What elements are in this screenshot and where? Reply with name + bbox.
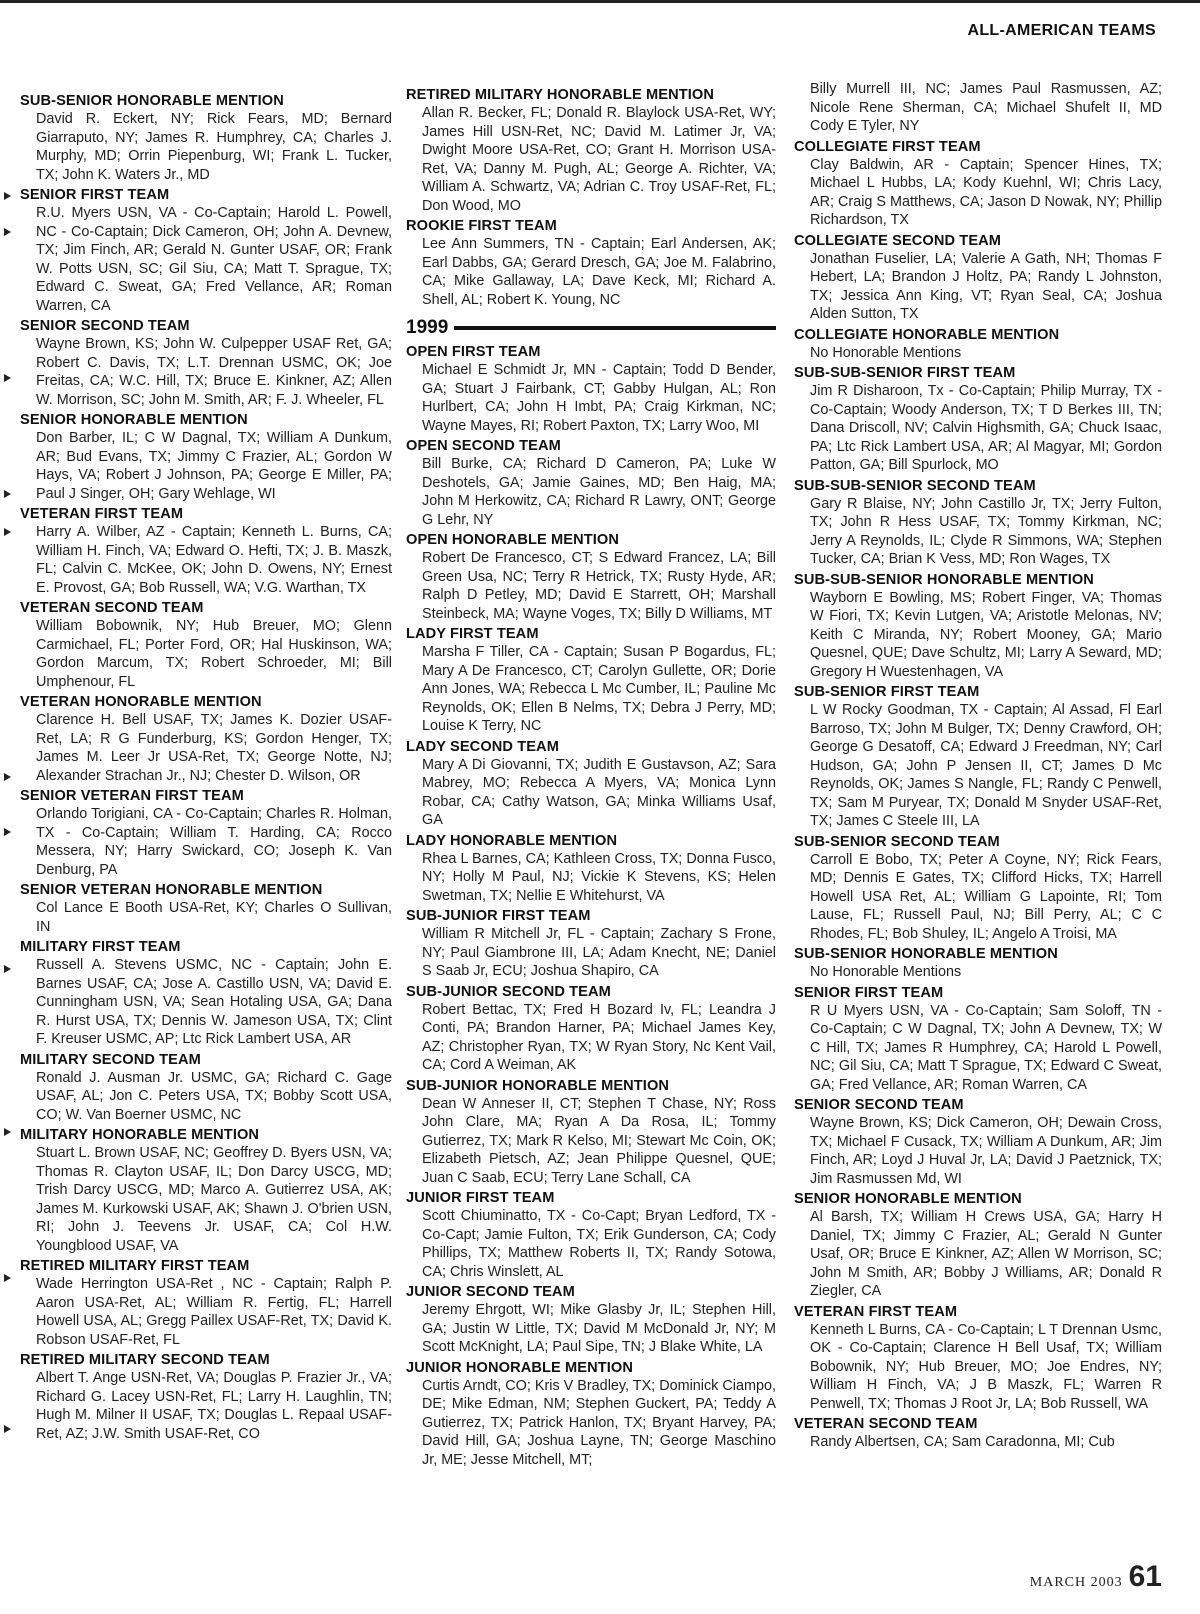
team-heading: COLLEGIATE SECOND TEAM bbox=[794, 232, 1002, 249]
team-roster: Kenneth L Burns, CA - Co-Captain; L T Drennan Usmc, OK - Co-Captain; Clarence H Bell Usaf, TX; William Bobownik, NY; Hub Breuer, MO; Joe Endres, NY; William H Finch, VA; J B Maszk, FL; Warren R Penwell, TX; Thomas J Root Jr, LA; Bob Russell, WA bbox=[810, 1321, 1162, 1412]
year-label: 1999 bbox=[406, 317, 449, 338]
team-roster: David R. Eckert, NY; Rick Fears, MD; Bernard Giarraputo, NY; James R. Humphrey, CA; Charles J. Murphy, MD; Orrin Piepenburg, WI; Frank L. Tucker, TX; John K. Waters Jr., MD bbox=[36, 111, 392, 183]
team-heading: SUB-SENIOR HONORABLE MENTION bbox=[20, 93, 284, 109]
page-footer bbox=[1030, 1560, 1162, 1594]
team-roster: Jeremy Ehrgott, WI; Mike Glasby Jr, IL; Stephen Hill, GA; Justin W Little, TX; David M McDonald Jr, NY; M Scott McKnight, LA; Paul Sipe, TN; J Blake White, LA bbox=[422, 1302, 776, 1355]
team-roster: Ronald J. Ausman Jr. USMC, GA; Richard C. Gage USAF, AL; Jon C. Peters USA, TX; Bobby Scott USA, CO; W. Van Boerner USMC, NC bbox=[36, 1069, 392, 1123]
team-section bbox=[406, 1077, 776, 1188]
team-heading: LADY FIRST TEAM bbox=[406, 626, 539, 642]
team-roster: R.U. Myers USN, VA - Co-Captain; Harold L. Powell, NC - Co-Captain; Dick Cameron, OH; John A. Devnew, TX; Jim Finch, AR; Gerald N. Gunter USAF, OR; Frank W. Potts USN, SC; Gil Siu, CA; Matt T. Sprague, TX; Edward C. Sweat, GA; Fred Vellance, AR; Roman Warren, CA bbox=[36, 205, 392, 314]
team-section bbox=[20, 411, 392, 503]
team-roster: Wayne Brown, KS; Dick Cameron, OH; Dewain Cross, TX; Michael F Cusack, TX; William A Dunkum, AR; Jim Finch, AR; Loyd J Huval Jr, LA; David J Paetznick, TX; Jim Rasmussen Md, WI bbox=[810, 1115, 1162, 1187]
team-heading: SENIOR HONORABLE MENTION bbox=[20, 412, 248, 428]
team-roster: Jonathan Fuselier, LA; Valerie A Gath, NH; Thomas F Hebert, LA; Brandon J Holtz, PA; Randy L Johnston, TX; Jessica Ann King, VT; Ryan Seal, CA; Joshua Alden Sutton, TX bbox=[810, 250, 1162, 322]
team-roster: Dean W Anneser II, CT; Stephen T Chase, NY; Ross John Clare, MA; Ryan A Da Rosa, IL; Tommy Gutierrez, TX; Mark R Kelso, MI; Stewart Mc Coin, OK; Elizabeth Pietsch, AZ; Jean Philippe Quesnel, QUE; Juan C Saab, ECU; Terry Lane Schall, CA bbox=[422, 1095, 776, 1186]
team-section bbox=[406, 832, 776, 906]
team-roster: Al Barsh, TX; William H Crews USA, GA; Harry H Daniel, TX; Jimmy C Frazier, AL; Gerald N Gunter Usaf, OR; Bruce E Kinkner, AZ; Allen W Morrison, SC; John M Smith, AR; Bobby J Williams, AR; Donald R Ziegler, CA bbox=[810, 1209, 1162, 1299]
team-roster: Harry A. Wilber, AZ - Captain; Kenneth L. Burns, CA; William H. Finch, VA; Edward O. Hefti, TX; J. B. Maszk, FL; Calvin C. McKee, OK; John D. Owens, NY; Ernest E. Provost, GA; Bob Russell, WA; V.G. Warthan, TX bbox=[36, 524, 392, 596]
team-roster: Bill Burke, CA; Richard D Cameron, PA; Luke W Deshotels, GA; Jamie Gaines, MD; Ben Haig, MA; John M Herkowitz, CA; Richard R Lawry, ONT; George G Lehr, NY bbox=[422, 456, 776, 528]
team-heading: MILITARY SECOND TEAM bbox=[20, 1051, 201, 1068]
margin-mark bbox=[4, 1128, 11, 1136]
margin-mark bbox=[4, 192, 11, 200]
margin-mark bbox=[4, 374, 11, 382]
team-heading: RETIRED MILITARY FIRST TEAM bbox=[20, 1258, 250, 1274]
margin-mark bbox=[4, 1274, 11, 1282]
team-section bbox=[20, 1257, 392, 1349]
team-section bbox=[794, 683, 1162, 831]
team-roster: Scott Chiuminatto, TX - Co-Capt; Bryan Ledford, TX - Co-Capt; Jamie Fulton, TX; Erik Gunderson, CA; Cody Phillips, TX; Matthew Roberts II, TX; Randy Sotowa, CA; Chris Winslett, AL bbox=[422, 1208, 776, 1280]
team-section bbox=[406, 625, 776, 736]
team-heading: SUB-SUB-SENIOR FIRST TEAM bbox=[794, 365, 1016, 381]
team-section bbox=[794, 477, 1162, 569]
team-roster: Clarence H. Bell USAF, TX; James K. Dozier USAF-Ret, LA; R G Funderburg, KS; Gordon Henger, TX; James M. Leer Jr USA-Ret, TX; George Notte, NJ; Alexander Strachan Jr., NJ; Chester D. Wilson, OR bbox=[36, 712, 392, 784]
team-section bbox=[794, 1096, 1162, 1188]
team-heading: MILITARY FIRST TEAM bbox=[20, 939, 181, 955]
team-section bbox=[406, 531, 776, 623]
team-heading: COLLEGIATE FIRST TEAM bbox=[794, 138, 981, 155]
team-section bbox=[20, 505, 392, 597]
team-roster: Russell A. Stevens USMC, NC - Captain; John E. Barnes USAF, CA; Jose A. Castillo USN, VA; David E. Cunningham USN, VA; Sean Hotaling USA, GA; Dana R. Hurst USA, TX; Dennis W. Jameson USA, TX; Clint F. Kreuser USMC, AP; Ltc Rick Lambert USA, AR bbox=[36, 957, 392, 1047]
team-section bbox=[20, 881, 392, 936]
year-rule bbox=[454, 326, 776, 330]
margin-mark bbox=[4, 528, 11, 536]
team-heading: COLLEGIATE HONORABLE MENTION bbox=[794, 326, 1060, 343]
team-heading: LADY SECOND TEAM bbox=[406, 738, 559, 755]
team-roster: L W Rocky Goodman, TX - Captain; Al Assad, Fl Earl Barroso, TX; John M Bulger, TX; Denny Crawford, OH; George G Desatoff, CA; Edward J Freedman, NY; Carl Hudson, GA; John P Jensen II, CT; James D Mc Reynolds, OK; James S Nangle, FL; Randy C Penwell, TX; Sam M Puryear, TX; Donald M Snyder USAF-Ret, TX; James C Steele III, LA bbox=[810, 702, 1162, 829]
margin-mark bbox=[4, 965, 11, 973]
team-heading: JUNIOR SECOND TEAM bbox=[406, 1284, 575, 1300]
margin-mark bbox=[4, 228, 11, 236]
team-heading: JUNIOR HONORABLE MENTION bbox=[406, 1359, 633, 1376]
team-section bbox=[20, 1126, 392, 1255]
year-divider bbox=[406, 317, 776, 339]
issue-date: MARCH 2003 bbox=[1029, 1575, 1123, 1590]
team-roster: Robert Bettac, TX; Fred H Bozard Iv, FL; Leandra J Conti, PA; Brandon Harner, PA; Michael James Key, AZ; Christopher Ryan, TX; W Ryan Story, Nc Kent Vail, CA; Cord A Weiman, AK bbox=[422, 1001, 776, 1073]
team-section bbox=[794, 945, 1162, 982]
team-section bbox=[20, 787, 392, 879]
team-heading: OPEN FIRST TEAM bbox=[406, 344, 541, 360]
team-heading: SUB-JUNIOR HONORABLE MENTION bbox=[406, 1077, 670, 1094]
team-roster: Wade Herrington USA-Ret , NC - Captain; Ralph P. Aaron USA-Ret, AL; William R. Fertig, FL; Harrell Howell USA, AL; Gregg Paillex USAF-Ret, TX; David K. Robson USAF-Ret, FL bbox=[36, 1276, 392, 1348]
team-section bbox=[794, 1415, 1162, 1452]
team-heading: SENIOR SECOND TEAM bbox=[794, 1097, 964, 1113]
team-roster: No Honorable Mentions bbox=[810, 964, 962, 980]
team-heading: SUB-JUNIOR SECOND TEAM bbox=[406, 983, 611, 1000]
team-section bbox=[794, 1190, 1162, 1301]
team-roster: Jim R Disharoon, Tx - Co-Captain; Philip Murray, TX - Co-Captain; Woody Anderson, TX; T D Berkes III, TN; Dana Driscoll, NV; Calvin Highsmith, GA; Chuck Isaac, PA; Ltc Rick Lambert USA, AR; Al Magyar, MI; Gordon Patton, GA; Bill Spurlock, MO bbox=[810, 383, 1162, 473]
team-heading: VETERAN SECOND TEAM bbox=[794, 1416, 978, 1432]
team-heading: SENIOR HONORABLE MENTION bbox=[794, 1191, 1022, 1207]
team-roster: Albert T. Ange USN-Ret, VA; Douglas P. Frazier Jr., VA; Richard G. Lacey USN-Ret, FL; Larry H. Laughlin, TN; Hugh M. Milner II USAF, TX; Douglas L. Repaal USAF- Ret, AZ; J.W. Smith USAF-Ret, CO bbox=[36, 1370, 392, 1442]
team-roster: Marsha F Tiller, CA - Captain; Susan P Bogardus, FL; Mary A De Francesco, CT; Carolyn Gullette, OR; Dorie Ann Jones, WA; Rebecca L Mc Cumber, IL; Pauline Mc Reynolds, OK; Ellen B Nelms, TX; Debra J Perry, MD; Louise K Terry, NC bbox=[422, 644, 776, 734]
team-section bbox=[406, 907, 776, 981]
team-roster: Lee Ann Summers, TN - Captain; Earl Andersen, AK; Earl Dabbs, GA; Gerard Dresch, GA; Joe M. Falabrino, CA; Mike Gallaway, LA; Dave Keck, MI; Richard A. Shell, AL; Robert K. Young, NC bbox=[422, 236, 776, 308]
team-heading: VETERAN SECOND TEAM bbox=[20, 600, 204, 616]
column-1 bbox=[20, 92, 392, 1445]
team-roster: Col Lance E Booth USA-Ret, KY; Charles O Sullivan, IN bbox=[36, 900, 392, 935]
team-section bbox=[406, 86, 776, 215]
team-heading: OPEN HONORABLE MENTION bbox=[406, 532, 620, 548]
team-heading: ROOKIE FIRST TEAM bbox=[406, 218, 557, 234]
team-roster: Robert De Francesco, CT; S Edward Francez, LA; Bill Green Usa, NC; Terry R Hetrick, TX; Rusty Hyde, AR; Ralph D Petley, MD; David E Starrett, OH; Marshall Steinbeck, MA; Wayne Voges, TX; Billy D Williams, MT bbox=[422, 550, 776, 622]
team-heading: RETIRED MILITARY HONORABLE MENTION bbox=[406, 87, 714, 103]
team-heading: VETERAN HONORABLE MENTION bbox=[20, 694, 262, 710]
team-heading: SENIOR SECOND TEAM bbox=[20, 318, 190, 334]
team-roster: Wayne Brown, KS; John W. Culpepper USAF Ret, GA; Robert C. Davis, TX; L.T. Drennan USMC, OK; Joe Freitas, CA; W.C. Hill, TX; Bruce E. Kinkner, AZ; Allen W. Morrison, SC; John M. Smith, AR; F. J. Wheeler, FL bbox=[36, 336, 392, 408]
team-section bbox=[20, 599, 392, 691]
team-heading: SENIOR VETERAN FIRST TEAM bbox=[20, 788, 244, 804]
continued-list: Billy Murrell III, NC; James Paul Rasmussen, AZ; Nicole Rene Sherman, CA; Michael Shufelt II, MD Cody E Tyler, NY bbox=[810, 81, 1162, 134]
team-roster: Carroll E Bobo, TX; Peter A Coyne, NY; Rick Fears, MD; Dennis E Gates, TX; Clifford Hicks, TX; Harrell Howell USA Ret, AL; William G Lapointe, RI; Tom Lause, FL; Russell Paul, NJ; Bill Perry, AL; C C Rhodes, FL; Bob Shuley, IL; Angelo A Troisi, MA bbox=[810, 851, 1162, 942]
team-section bbox=[794, 984, 1162, 1095]
team-heading: VETERAN FIRST TEAM bbox=[794, 1303, 958, 1320]
team-roster: Don Barber, IL; C W Dagnal, TX; William A Dunkum, AR; Bud Evans, TX; Jimmy C Frazier, AL; Gordon W Hays, VA; Robert J Johnson, PA; George E Miller, PA; Paul J Singer, OH; Gary Wehlage, WI bbox=[36, 430, 392, 502]
team-section bbox=[20, 92, 392, 184]
team-heading: SUB-SENIOR HONORABLE MENTION bbox=[794, 946, 1058, 962]
team-heading: RETIRED MILITARY SECOND TEAM bbox=[20, 1352, 270, 1368]
team-section bbox=[406, 1283, 776, 1357]
team-section bbox=[20, 186, 392, 315]
margin-mark bbox=[4, 490, 11, 498]
team-section bbox=[794, 1303, 1162, 1414]
team-heading: SENIOR FIRST TEAM bbox=[20, 187, 170, 203]
team-roster: Gary R Blaise, NY; John Castillo Jr, TX; Jerry Fulton, TX; John R Hess USAF, TX; Tommy Kirkman, NC; Jerry A Reynolds, IL; Clyde R Simmons, WA; Stephen Tucker, CA; Brian K Vess, MD; Ron Wages, TX bbox=[810, 495, 1162, 567]
margin-mark bbox=[4, 828, 11, 836]
team-section bbox=[20, 693, 392, 785]
team-section bbox=[794, 232, 1162, 324]
team-roster: R U Myers USN, VA - Co-Captain; Sam Soloff, TN - Co-Captain; C W Dagnal, TX; John A Devnew, TX; W C Hill, TX; James R Humphrey, CA; Harold L Powell, NC; Gil Siu, CA; Matt T Sprague, TX; Edward C Sweat, GA; Fred Vellance, AR; Roman Warren, CA bbox=[810, 1002, 1162, 1093]
team-heading: SENIOR FIRST TEAM bbox=[794, 984, 944, 1001]
team-section bbox=[406, 437, 776, 529]
team-roster: Clay Baldwin, AR - Captain; Spencer Hines, TX; Michael L Hubbs, LA; Kody Kuehnl, WI; Chris Lacy, AR; Craig S Matthews, CA; Jason D Nowak, NY; Phillip Richardson, TX bbox=[810, 156, 1162, 228]
team-section bbox=[794, 364, 1162, 475]
team-section bbox=[794, 833, 1162, 944]
team-heading: SENIOR VETERAN HONORABLE MENTION bbox=[20, 882, 323, 898]
team-section bbox=[406, 1189, 776, 1281]
team-roster: Michael E Schmidt Jr, MN - Captain; Todd D Bender, GA; Stuart J Fairbank, CT; Gabby Hulgan, AL; Ron Hurlbert, CA; John H Imbt, PA; Craig Kirkman, NC; Wayne Mayes, RI; Robert Paxton, TX; Larry Woo, MI bbox=[422, 362, 776, 434]
team-section bbox=[794, 571, 1162, 682]
running-header: ALL-AMERICAN TEAMS bbox=[967, 22, 1156, 39]
margin-mark bbox=[4, 773, 11, 781]
team-section bbox=[794, 138, 1162, 230]
team-roster: William R Mitchell Jr, FL - Captain; Zachary S Frone, NY; Paul Giambrone III, LA; Adam Knecht, NE; Daniel S Saab Jr, ECU; Joshua Shapiro, CA bbox=[422, 926, 776, 979]
team-section bbox=[20, 317, 392, 409]
team-roster: Curtis Arndt, CO; Kris V Bradley, TX; Dominick Ciampo, DE; Mike Edman, NM; Stephen Guckert, PA; Teddy A Gutierrez, TX; Patrick Hanlon, TX; Bryant Harvey, PA; David Hill, GA; Joshua Layne, TN; George Maschino Jr, ME; Jesse Mitchell, MT; bbox=[422, 1377, 776, 1468]
page-number: 61 bbox=[1128, 1560, 1162, 1593]
team-section bbox=[406, 738, 776, 830]
team-section bbox=[406, 983, 776, 1075]
team-heading: SUB-SENIOR FIRST TEAM bbox=[794, 684, 980, 700]
team-roster: Rhea L Barnes, CA; Kathleen Cross, TX; Donna Fusco, NY; Holly M Paul, NJ; Vickie K Stevens, KS; Helen Swetman, TX; Nellie E Whitehurst, VA bbox=[422, 850, 776, 904]
team-heading: SUB-SENIOR SECOND TEAM bbox=[794, 833, 1000, 850]
team-heading: JUNIOR FIRST TEAM bbox=[406, 1190, 555, 1206]
team-roster: Mary A Di Giovanni, TX; Judith E Gustavson, AZ; Sara Mabrey, MO; Rebecca A Myers, VA; Monica Lynn Robar, CA; Cathy Watson, GA; Minka Williams Usaf, GA bbox=[422, 756, 776, 828]
team-section bbox=[406, 1359, 776, 1470]
team-heading: SUB-SUB-SENIOR HONORABLE MENTION bbox=[794, 571, 1094, 588]
team-roster: Stuart L. Brown USAF, NC; Geoffrey D. Byers USN, VA; Thomas R. Clayton USAF, IL; Don Darcy USCG, MD; Trish Darcy USCG, MD; Marco A. Gutierrez USA, AK; James M. Kurkowski USAF, AK; Shawn J. O'brien USN, RI; John J. Teevens Jr. USAF, CA; Col H.W. Youngblood USAF, VA bbox=[36, 1145, 392, 1254]
team-roster: Wayborn E Bowling, MS; Robert Finger, VA; Thomas W Fiori, TX; Kevin Lutgen, VA; Aristotle Melonas, NV; Keith C Miranda, NY; Robert Mooney, GA; Mario Quesnel, QUE; Dave Schultz, MI; Larry A Seward, MD; Gregory H Wuestenhagen, VA bbox=[810, 589, 1162, 680]
team-roster: Randy Albertsen, CA; Sam Caradonna, MI; Cub bbox=[810, 1434, 1115, 1450]
team-section bbox=[20, 938, 392, 1049]
team-heading: SUB-SUB-SENIOR SECOND TEAM bbox=[794, 477, 1036, 494]
team-roster: William Bobownik, NY; Hub Breuer, MO; Glenn Carmichael, FL; Porter Ford, OR; Hal Huskinson, WA; Gordon Marcum, TX; Robert Schroeder, MI; Bill Umphenour, FL bbox=[36, 618, 392, 690]
top-rule bbox=[0, 0, 1200, 10]
team-roster: No Honorable Mentions bbox=[810, 344, 962, 361]
team-heading: LADY HONORABLE MENTION bbox=[406, 832, 618, 849]
team-section bbox=[20, 1351, 392, 1443]
team-roster: Allan R. Becker, FL; Donald R. Blaylock USA-Ret, WY; James Hill USN-Ret, NC; David M. Latimer Jr, VA; Dwight Moore USA-Ret, CO; Grant H. Morrison USA-Ret, VA; Danny M. Pugh, AL; George A. Richter, VA; William A. Schwartz, VA; Adrian C. Troy USAF-Ret, FL; Don Wood, MO bbox=[422, 105, 776, 214]
column-3 bbox=[794, 80, 1162, 1454]
team-heading: VETERAN FIRST TEAM bbox=[20, 506, 184, 522]
team-section bbox=[406, 217, 776, 309]
team-section bbox=[406, 343, 776, 435]
team-section bbox=[794, 326, 1162, 363]
team-heading: OPEN SECOND TEAM bbox=[406, 438, 561, 454]
column-2 bbox=[406, 86, 776, 1471]
team-heading: SUB-JUNIOR FIRST TEAM bbox=[406, 908, 591, 924]
team-roster: Orlando Torigiani, CA - Co-Captain; Charles R. Holman, TX - Co-Captain; William T. Harding, CA; Rocco Messera, NY; Harry Swickard, CO; Joseph K. Van Denburg, PA bbox=[36, 806, 392, 878]
team-heading: MILITARY HONORABLE MENTION bbox=[20, 1127, 260, 1143]
margin-mark bbox=[4, 1425, 11, 1433]
team-section bbox=[20, 1051, 392, 1125]
